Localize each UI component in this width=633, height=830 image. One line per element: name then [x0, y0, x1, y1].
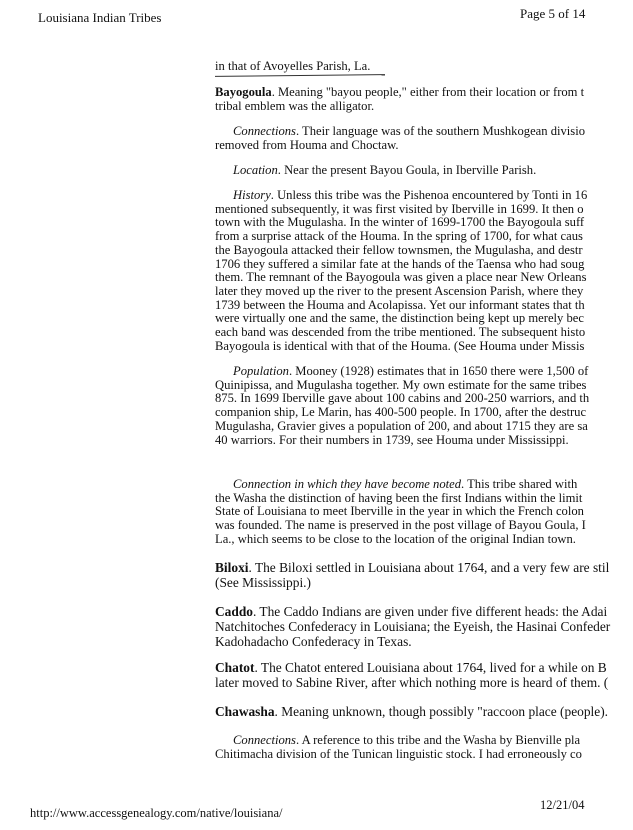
handwritten-underline: [215, 74, 385, 78]
line-text: (See Mississippi.): [215, 575, 311, 590]
paragraph-lead: Population: [233, 365, 289, 378]
paragraph: [215, 125, 633, 152]
line-text: Chitimacha division of the Tunican linguistic stock. I had erroneously co: [215, 747, 582, 761]
text-line: [215, 164, 633, 178]
text-line: [215, 216, 633, 230]
paragraph: [215, 189, 633, 353]
line-text: removed from Houma and Choctaw.: [215, 138, 399, 152]
paragraph: [215, 60, 633, 77]
text-line: [215, 660, 633, 675]
paragraph: [215, 734, 633, 761]
text-line: [215, 326, 633, 340]
text-line: [215, 230, 633, 244]
text-line: [215, 86, 633, 100]
text-line: [215, 258, 633, 272]
text-line: [215, 560, 633, 575]
footer-date: 12/21/04: [540, 798, 585, 812]
text-line: [215, 604, 633, 619]
line-text: 1739 between the Houma and Acolapissa. Yet our informant states that th: [215, 298, 585, 312]
text-line: [215, 365, 633, 379]
text-line: [215, 675, 633, 690]
line-text: from a surprise attack of the Houma. In the spring of 1700, for what caus: [215, 230, 583, 244]
paragraph-lead: Chatot: [215, 660, 255, 675]
line-text: . The Biloxi settled in Louisiana about 1764, and a very few are stil: [248, 560, 610, 575]
line-text: mentioned subsequently, it was first visited by Iberville in 1699. It then o: [215, 202, 584, 216]
line-text: later moved to Sabine River, after which nothing more is heard of them. (: [215, 675, 609, 690]
line-text: town with the Mugulasha. In the winter of 1699-1700 the Bayogoula suff: [215, 216, 585, 230]
paragraph-lead: Connection in which they have become noted: [233, 478, 462, 491]
text-line: [215, 244, 633, 258]
paragraph-lead: Connections: [233, 734, 296, 747]
paragraph: [215, 560, 633, 590]
text-line: [215, 619, 633, 634]
paragraph-lead: Connections: [233, 125, 296, 138]
line-text: each band was descended from the tribe mentioned. The subsequent histo: [215, 326, 586, 340]
line-text: Mugulasha, Gravier gives a population of 200, and about 1715 they are sa: [215, 419, 588, 433]
line-text: . Unless this tribe was the Pishenoa encountered by Tonti in 16: [270, 189, 588, 202]
line-text: . The Chatot entered Louisiana about 1764, lived for a while on B: [254, 660, 607, 675]
text-line: [215, 285, 633, 299]
line-text: later they moved up the river to the present Ascension Parish, where they: [215, 284, 584, 298]
line-text: were virtually one and the same, the distinction being kept up merely bec: [215, 312, 584, 326]
text-line: [215, 406, 633, 420]
text-line: [215, 634, 633, 649]
text-line: [215, 60, 633, 74]
line-text: 40 warriors. For their numbers in 1739, see Houma under Mississippi.: [215, 433, 569, 447]
line-text: . Near the present Bayou Goula, in Iberville Parish.: [277, 164, 537, 177]
text-line: [215, 379, 633, 393]
text-line: [215, 492, 633, 506]
line-text: . A reference to this tribe and the Washa by Bienville pla: [295, 734, 581, 747]
text-line: [215, 392, 633, 406]
paragraph-lead: Caddo: [215, 604, 253, 619]
text-line: [215, 125, 633, 139]
line-text: in that of Avoyelles Parish, La.: [215, 60, 371, 73]
paragraph: [215, 164, 633, 178]
paragraph: [215, 604, 633, 649]
line-text: the Bayogoula attacked their fellow townsmen, the Mugulasha, and destr: [215, 243, 583, 257]
page-number: Page 5 of 14: [520, 6, 586, 21]
text-line: [215, 100, 633, 114]
text-line: [215, 312, 633, 326]
footer-url: http://www.accessgenealogy.com/native/louisiana/: [30, 806, 283, 820]
paragraph: [215, 704, 633, 719]
text-line: [215, 575, 633, 590]
line-text: . The Caddo Indians are given under five different heads: the Adai: [252, 604, 608, 619]
line-text: State of Louisiana to meet Iberville in the year in which the French colon: [215, 505, 584, 519]
document-title: Louisiana Indian Tribes: [38, 10, 162, 25]
line-text: Bayogoula is identical with that of the Houma. (See Houma under Missis: [215, 339, 585, 353]
paragraph: [215, 478, 633, 547]
text-line: [215, 139, 633, 153]
line-text: them. The remnant of the Bayogoula was given a place near New Orleans: [215, 271, 587, 285]
paragraph: [215, 86, 633, 113]
text-line: [215, 519, 633, 533]
text-line: [215, 505, 633, 519]
text-line: [215, 189, 633, 203]
text-line: [215, 271, 633, 285]
paragraph-lead: History: [233, 189, 271, 202]
paragraph: [215, 660, 633, 690]
text-line: [215, 203, 633, 217]
paragraph: [215, 365, 633, 447]
line-text: . Meaning unknown, though possibly "raccoon place (people).: [274, 704, 609, 719]
text-line: [215, 478, 633, 492]
text-line: [215, 704, 633, 719]
text-line: [215, 340, 633, 354]
line-text: the Washa the distinction of having been the first Indians within the limit: [215, 491, 583, 505]
line-text: Kadohadacho Confederacy in Texas.: [215, 634, 412, 649]
line-text: . Meaning "bayou people," either from their location or from t: [271, 86, 585, 99]
line-text: La., which seems to be close to the location of the original Indian town.: [215, 532, 576, 546]
text-line: [215, 299, 633, 313]
line-text: was founded. The name is preserved in the post village of Bayou Goula, I: [215, 519, 586, 533]
paragraph-lead: Bayogoula: [215, 86, 272, 99]
line-text: . This tribe shared with: [461, 478, 578, 491]
line-text: . Their language was of the southern Mushkogean divisio: [295, 125, 585, 138]
text-line: [215, 434, 633, 448]
paragraph-lead: Location: [233, 164, 278, 177]
line-text: companion ship, Le Marin, has 400-500 people. In 1700, after the destruc: [215, 406, 587, 420]
line-text: Quinipissa, and Mugulasha together. My own estimate for the same tribes: [215, 378, 587, 392]
line-text: . Mooney (1928) estimates that in 1650 there were 1,500 of: [288, 365, 589, 378]
line-text: Natchitoches Confederacy in Louisiana; the Eyeish, the Hasinai Confeder: [215, 619, 611, 634]
line-text: tribal emblem was the alligator.: [215, 99, 375, 113]
line-text: 875. In 1699 Iberville gave about 100 cabins and 200-250 warriors, and th: [215, 392, 590, 406]
text-line: [215, 533, 633, 547]
text-line: [215, 734, 633, 748]
text-line: [215, 420, 633, 434]
line-text: 1706 they suffered a similar fate at the hands of the Taensa who had soug: [215, 257, 585, 271]
paragraph-lead: Chawasha: [215, 704, 275, 719]
paragraph-lead: Biloxi: [215, 560, 249, 575]
text-line: [215, 748, 633, 762]
